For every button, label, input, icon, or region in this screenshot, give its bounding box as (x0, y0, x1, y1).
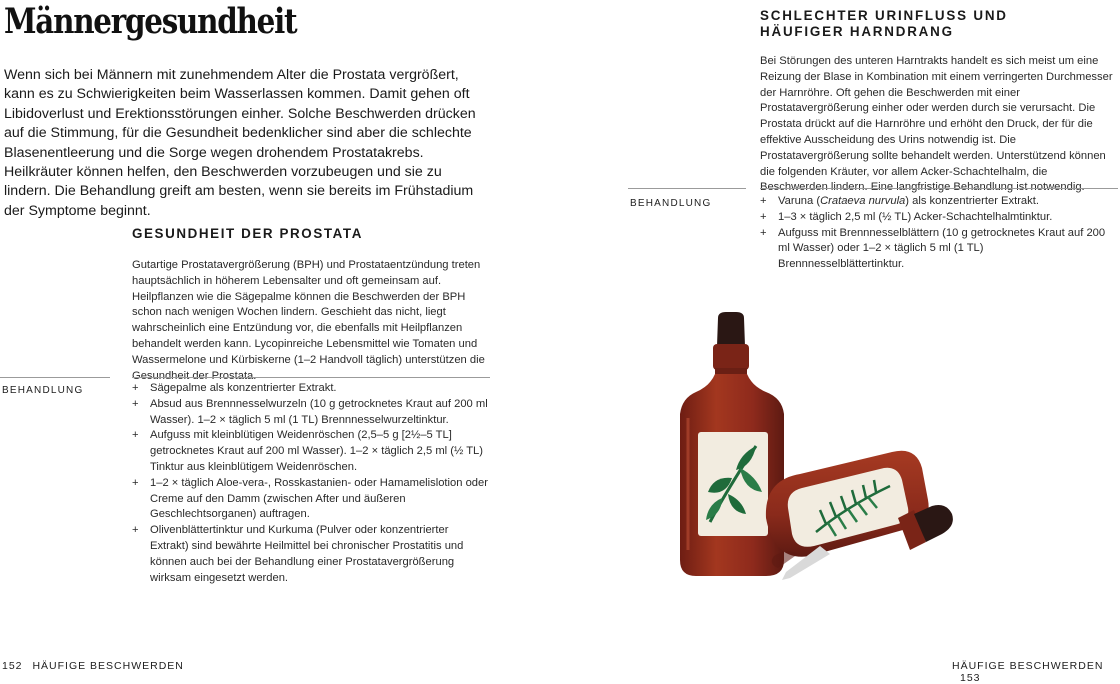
urine-flow-body-text: Bei Störungen des unteren Harntrakts handelt es sich meist um eine Reizung der Blase in Kombination mit einem verringerten Durchmesser der Harnröhre. Oft gehen die Beschwerden mit einer Prostatavergrößerung einher oder werden durch sie verursacht. Die Prostata drückt auf die Harnröhre und erhöht den Druck, der für die effektive Ausscheidung des Urins notwendig ist. Die Prostatavergrößerung sollte behandelt werden. Unterstützend können die folgenden Kräuter, vor allem Acker-Schachtelhalm, die Beschwerden lindern. Eine langfristige Behandlung ist notwendig. (760, 55, 1113, 194)
treatment-label-right: BEHANDLUNG (630, 198, 712, 209)
divider-left-body (132, 377, 490, 378)
treatment-text: Absud aus Brennnesselwurzeln (10 g getrocknetes Kraut auf 200 ml Wasser). 1–2 × täglich 5 ml (1 TL) Brennnesselwurzeltinktur. (150, 397, 488, 426)
list-item (760, 194, 1112, 210)
divider-right-body (760, 188, 1118, 189)
list-item (132, 428, 488, 475)
plus-icon: + (132, 397, 139, 410)
heading-line-1: SCHLECHTER URINFLUSS UND (760, 8, 1008, 23)
treatment-text: Varuna (Crataeva nurvula) als konzentrierter Extrakt. (778, 195, 1039, 207)
treatment-text: Aufguss mit Brennnesselblättern (10 g getrocknetes Kraut auf 200 ml Wasser) oder 1–2 × täglich 5 ml (1 TL) Brennnesselblättertinktur. (778, 226, 1106, 271)
plus-icon: + (132, 382, 139, 394)
footer-left (2, 660, 184, 672)
treatment-text: Sägepalme als konzentrierter Extrakt. (150, 382, 337, 394)
treatment-list-right (760, 194, 1112, 273)
footer-right (952, 660, 1120, 684)
prostate-body-text: Gutartige Prostatavergrößerung (BPH) und Prostataentzündung treten hauptsächlich in höherem Lebensalter und oft gemeinsam auf. Heilpflanzen wie die Sägepalme können die Beschwerden der BPH schon nach wenigen Wochen lindern. Geschieht das nicht, liegt wahrscheinlich eine Entzündung vor, die ebenfalls mit Heilpflanzen behandelt werden kann. Lycopinreiche Lebensmittel wie Tomaten und Wassermelone und Kürbiskerne (1–2 Handvoll täglich) unterstützen die Gesundheit der Prostata. (132, 259, 485, 382)
plus-icon: + (760, 210, 767, 223)
heading-line-2: HÄUFIGER HARNDRANG (760, 24, 954, 39)
tincture-bottles-illustration (670, 310, 970, 590)
divider-left-label (0, 377, 110, 378)
plus-icon: + (760, 195, 767, 207)
page-number-right: 153 (960, 672, 981, 684)
section-heading-urine-flow (760, 8, 1008, 40)
standing-bottle-icon (680, 312, 784, 576)
page-number-left: 152 (2, 660, 23, 672)
plus-icon: + (132, 476, 139, 489)
treatment-text: 1–3 × täglich 2,5 ml (½ TL) Acker-Schachtelhalmtinktur. (778, 210, 1053, 223)
list-item (760, 210, 1112, 226)
treatment-text: 1–2 × täglich Aloe-vera-, Rosskastanien- oder Hamamelislotion oder Creme auf den Damm (zwischen After und äußeren Geschlechtsorganen) auftragen. (150, 476, 488, 521)
bottle-cap (713, 344, 749, 370)
page-title: Männergesundheit (4, 1, 297, 42)
tipped-bottle-icon (766, 451, 953, 580)
plus-icon: + (132, 524, 139, 537)
dropper-bulb (717, 312, 745, 346)
list-item (132, 523, 488, 586)
list-item (132, 476, 488, 523)
list-item (132, 381, 488, 397)
divider-right-label (628, 188, 746, 189)
list-item (760, 226, 1112, 273)
footer-label-left: HÄUFIGE BESCHWERDEN (32, 660, 184, 672)
plus-icon: + (132, 429, 139, 442)
treatment-text: Olivenblättertinktur und Kurkuma (Pulver oder konzentrierter Extrakt) sind bewährte Heilmittel bei chronischer Prostatitis und können auch bei der Behandlung einer Prostatavergrößerung wirksam eingesetzt werden. (150, 524, 464, 584)
plus-icon: + (760, 226, 767, 239)
treatment-text: Aufguss mit kleinblütigen Weidenröschen (2,5–5 g [2½–5 TL] getrocknetes Kraut auf 200 ml Wasser). 1–2 × täglich 2,5 ml (½ TL) Tinktur aus kleinblütigem Weidenröschen. (150, 429, 483, 473)
section-heading-prostate: GESUNDHEIT DER PROSTATA (132, 226, 363, 241)
treatment-list-left (132, 381, 488, 586)
treatment-label-left: BEHANDLUNG (2, 385, 84, 396)
intro-paragraph: Wenn sich bei Männern mit zunehmendem Alter die Prostata vergrößert, kann es zu Schwierigkeiten beim Wasserlassen kommen. Damit gehen oft Libidoverlust und Erektionsstörungen einher. Solche Beschwerden drücken auf die Stimmung, für die Gesundheit bedenklicher sind aber die schlechte Blasenentleerung und die Sorge wegen drohendem Prostatakrebs. Heilkräuter können helfen, den Beschwerden vorzubeugen und sie zu lindern. Die Behandlung greift am besten, wenn sie bereits im Frühstadium der Symptome beginnt. (4, 67, 476, 219)
footer-label-right: HÄUFIGE BESCHWERDEN (952, 660, 1104, 672)
list-item (132, 397, 488, 429)
